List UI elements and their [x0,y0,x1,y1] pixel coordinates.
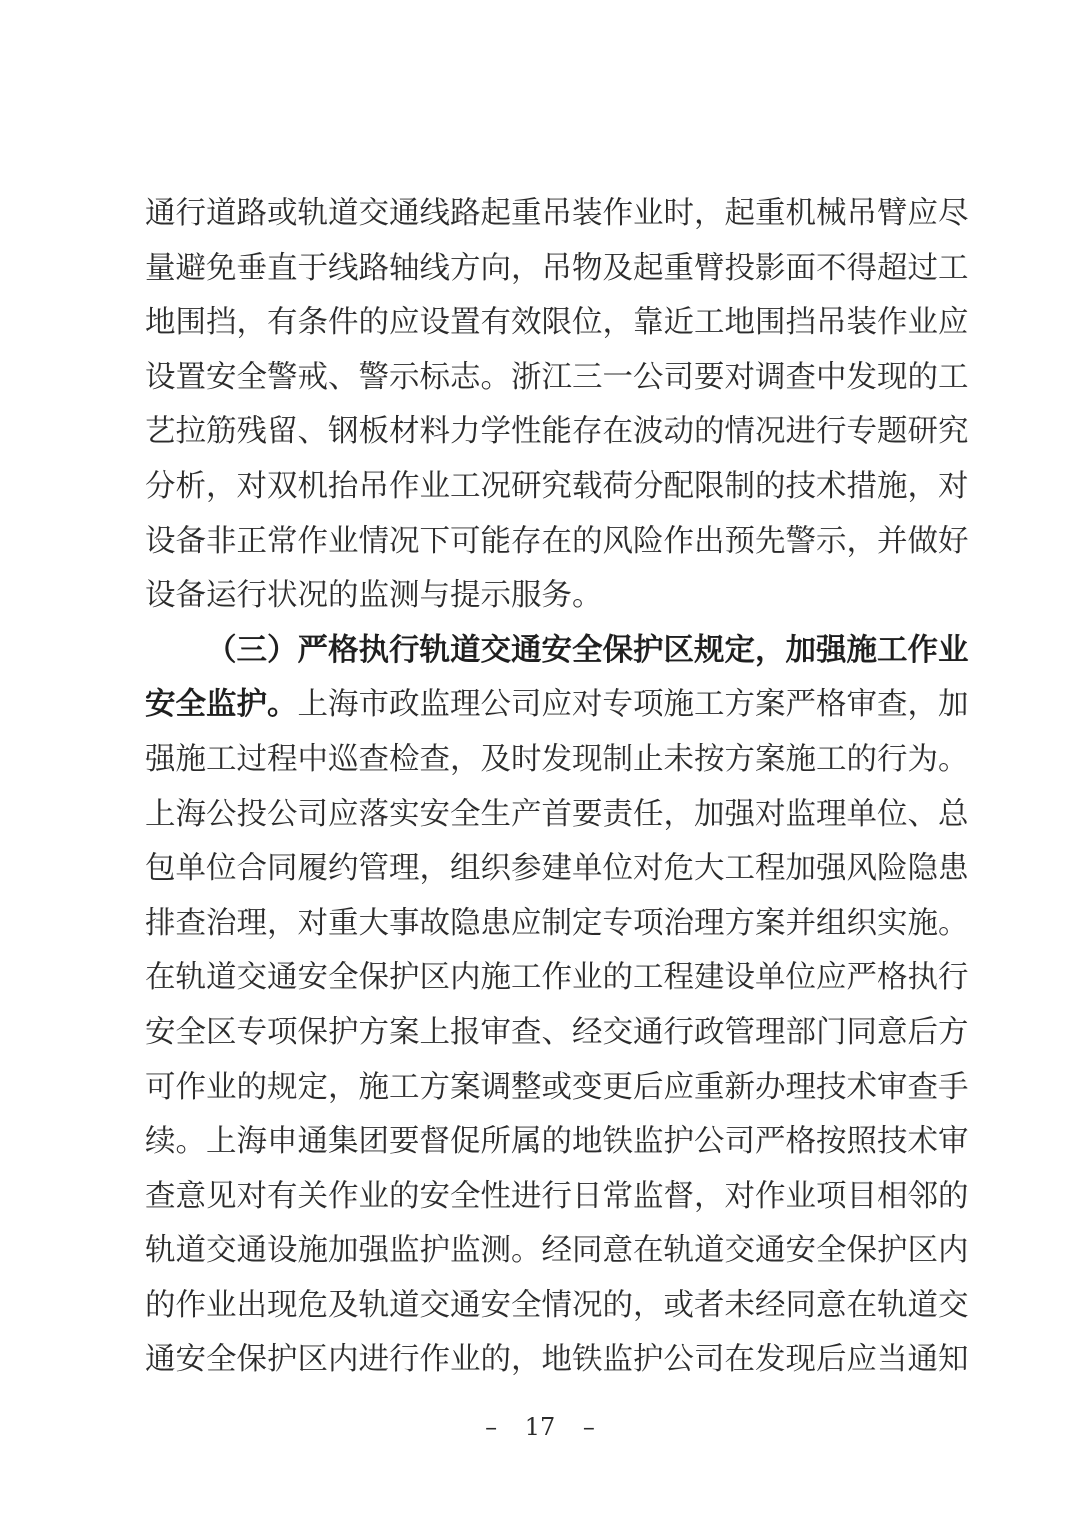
text-line: 地围挡，有条件的应设置有效限位，靠近工地围挡吊装作业应 [145,305,969,341]
text-line: 量避免垂直于线路轴线方向，吊物及起重臂投影面不得超过工 [145,250,969,286]
text-line [145,678,969,733]
text-line: 安全区专项保护方案上报审查、经交通行政管理部门同意后方 [145,1014,969,1050]
section-heading-continued: 安全监护。 [145,687,298,723]
text-line: 的作业出现危及轨道交通安全情况的，或者未经同意在轨道交 [145,1287,969,1323]
section-heading: （三）严格执行轨道交通安全保护区规定，加强施工作业 [206,632,969,668]
text-line: 在轨道交通安全保护区内施工作业的工程建设单位应严格执行 [145,960,969,996]
text-run: 上海市政监理公司应对专项施工方案严格审查，加 [297,687,969,723]
text-line: 艺拉筋残留、钢板材料力学性能存在波动的情况进行专题研究 [145,414,969,450]
text-line: 设置安全警戒、警示标志。浙江三一公司要对调查中发现的工 [145,359,969,395]
footer-dash-left: – [485,1413,498,1441]
text-line: 通行道路或轨道交通线路起重吊装作业时，起重机械吊臂应尽 [145,196,969,231]
text-line: 可作业的规定，施工方案调整或变更后应重新办理技术审查手 [145,1069,969,1105]
text-line: 设备非正常作业情况下可能存在的风险作出预先警示，并做好 [145,523,969,559]
text-line: 设备运行状况的监测与提示服务。 [145,578,603,614]
text-line: 排查治理，对重大事故隐患应制定专项治理方案并组织实施。 [145,905,969,941]
text-line: 分析，对双机抬吊作业工况研究载荷分配限制的技术措施，对 [145,468,969,504]
footer-dash-right: – [582,1413,595,1441]
text-line: 轨道交通设施加强监护监测。经同意在轨道交通安全保护区内 [145,1233,969,1269]
page-footer [0,1413,1080,1441]
text-line: 查意见对有关作业的安全性进行日常监督，对作业项目相邻的 [145,1178,969,1214]
text-line: 通安全保护区内进行作业的，地铁监护公司在发现后应当通知 [145,1342,969,1378]
text-line: 包单位合同履约管理，组织参建单位对危大工程加强风险隐患 [145,851,969,887]
page-number: 17 [524,1413,556,1441]
text-line: 续。上海申通集团要督促所属的地铁监护公司严格按照技术审 [145,1124,969,1160]
document-body [145,187,969,1388]
text-line: 强施工过程中巡查检查，及时发现制止未按方案施工的行为。 [145,741,969,777]
text-line: 上海公投公司应落实安全生产首要责任，加强对监理单位、总 [145,796,969,832]
